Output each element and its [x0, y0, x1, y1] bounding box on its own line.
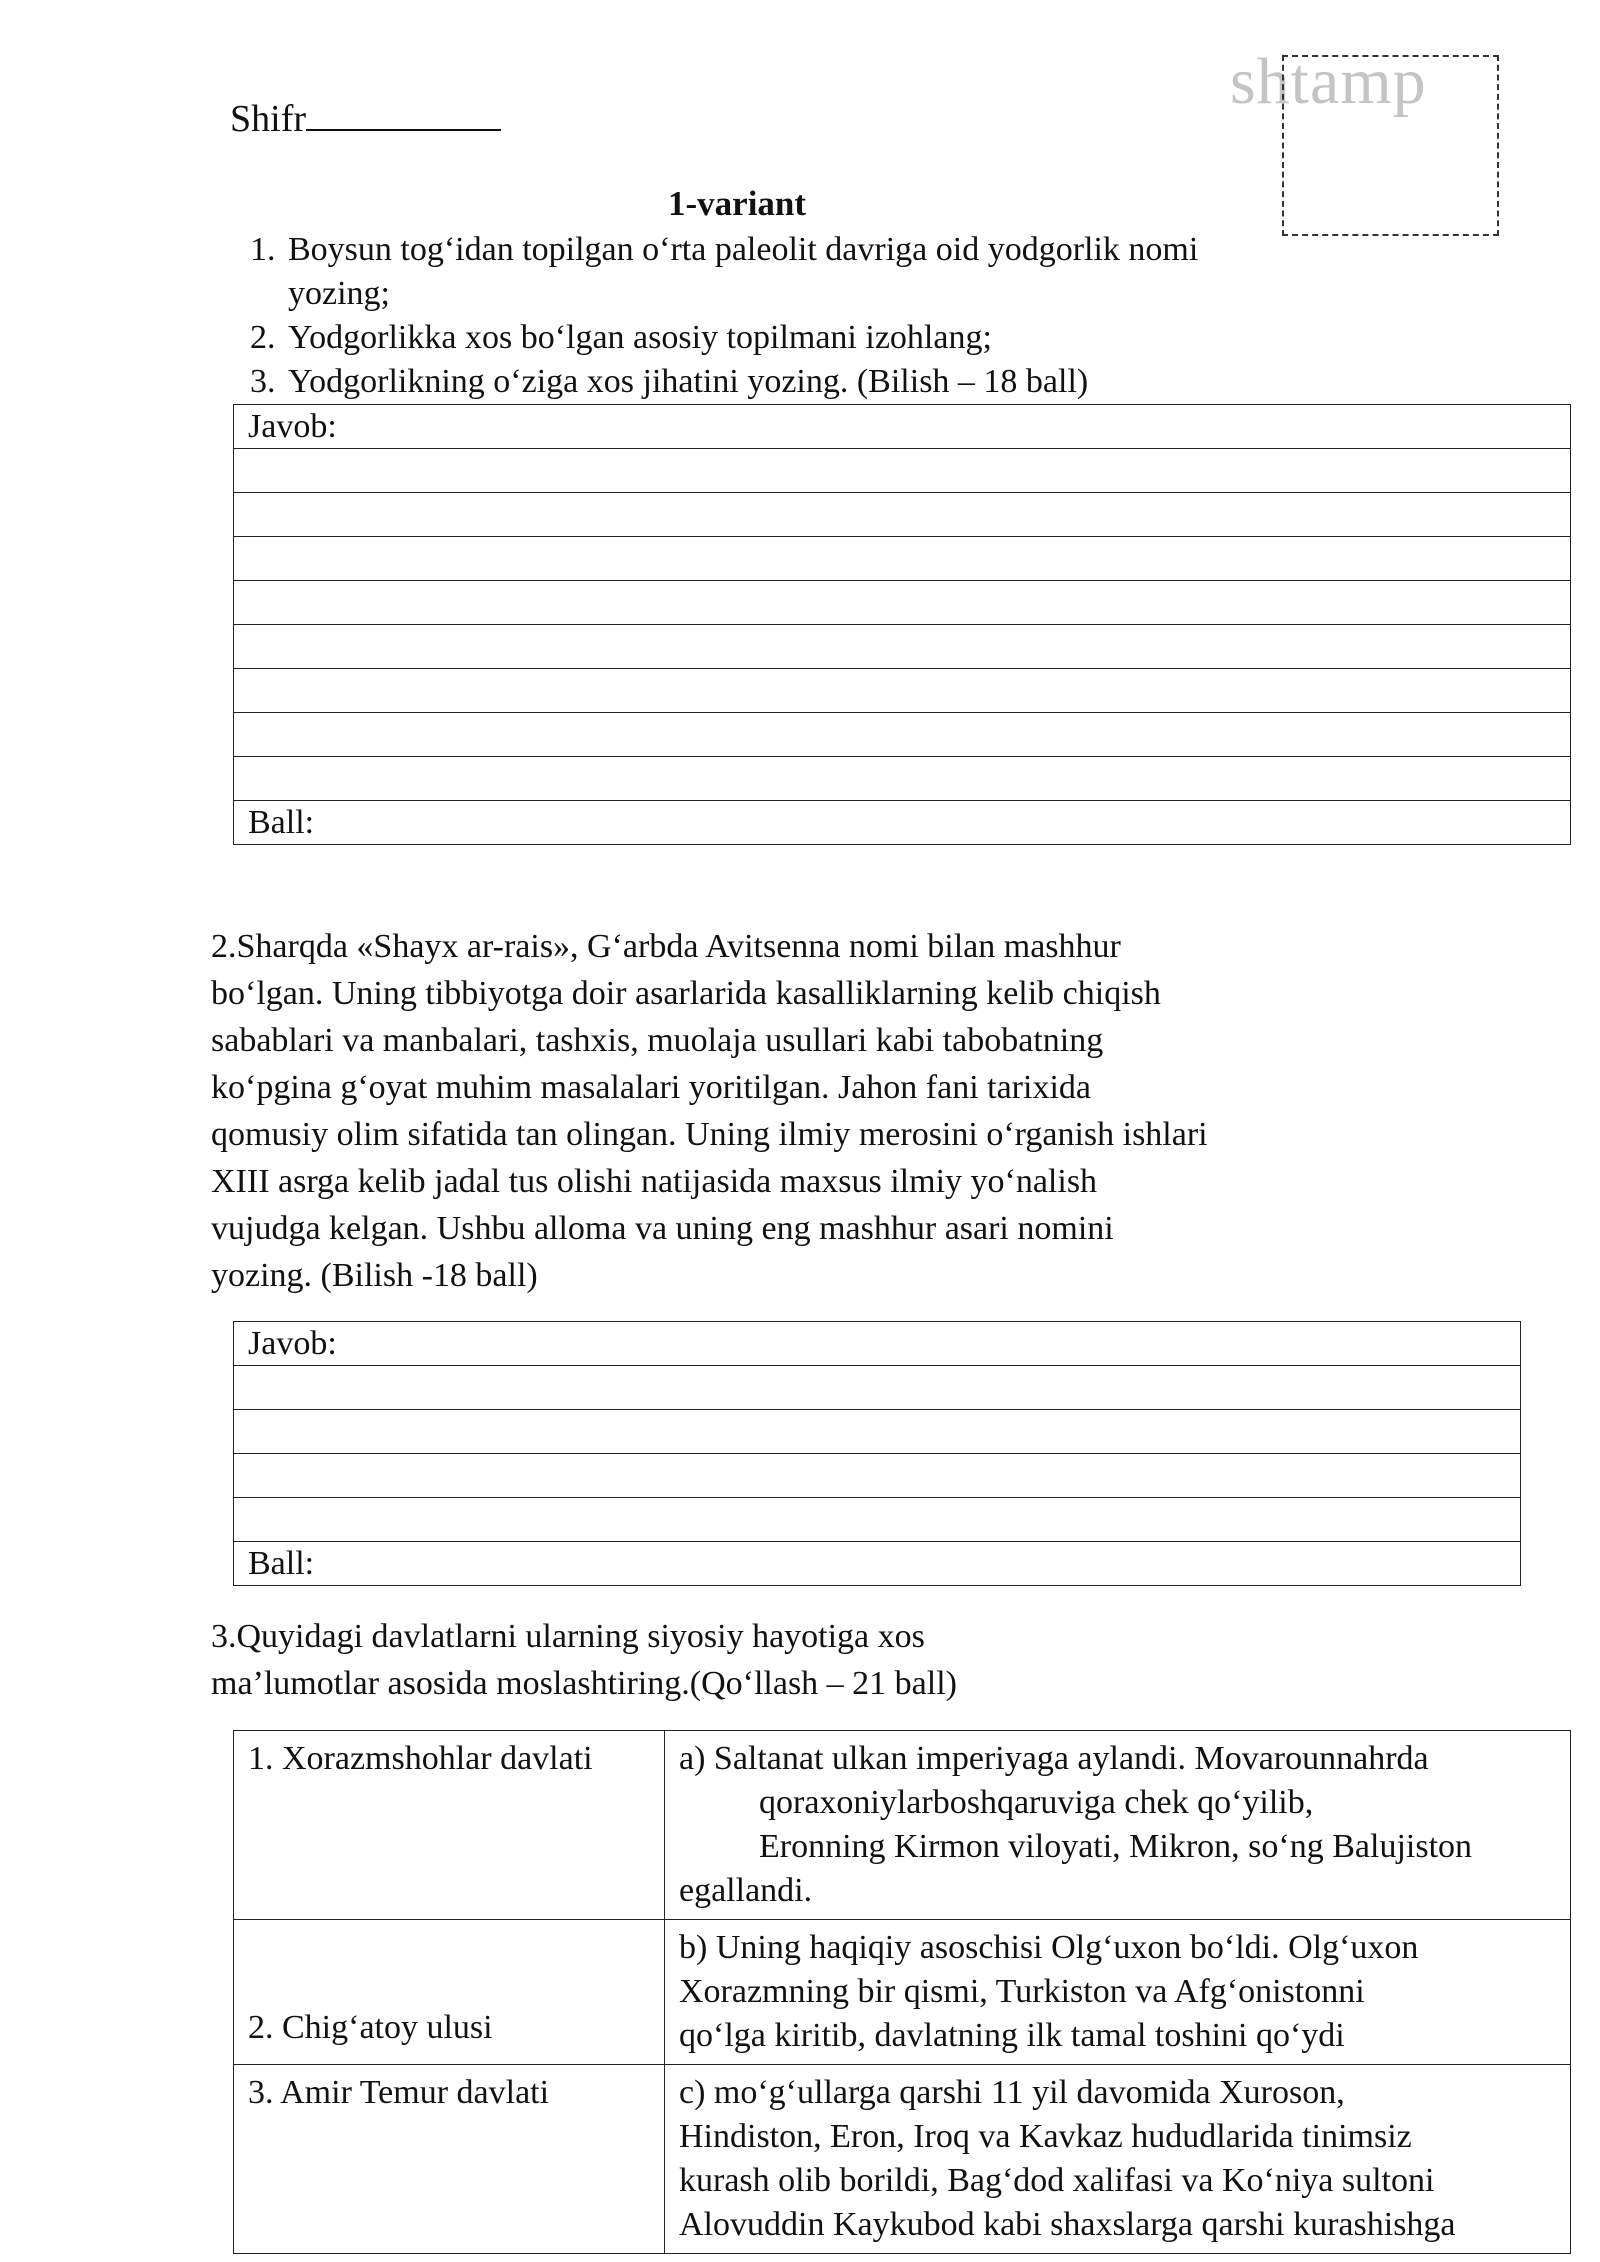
question3-line: ma’lumotlar asosida moslashtiring.(Qo‘llash – 21 ball): [211, 1665, 957, 1702]
question1-item: [250, 316, 1250, 360]
score-label: Ball:: [234, 1542, 1521, 1586]
description-line: egallandi.: [679, 1872, 813, 1909]
answer-line[interactable]: [234, 1410, 1521, 1454]
cipher-field: [230, 95, 501, 144]
state-description: [665, 1731, 1571, 1920]
answer-line[interactable]: [234, 537, 1571, 581]
question3-line: 3.Quyidagi davlatlarni ularning siyosiy hayotiga xos: [211, 1618, 925, 1655]
question3-text: [211, 1613, 1361, 1707]
question1-item-number: 1.: [250, 231, 276, 268]
cipher-label: Shifr: [230, 98, 306, 140]
answer-line[interactable]: [234, 449, 1571, 493]
description-line: Eronning Kirmon viloyati, Mikron, so‘ng Balujiston: [759, 1828, 1473, 1865]
cipher-blank-line[interactable]: [306, 95, 501, 131]
question2-line: qomusiy olim sifatida tan olingan. Uning ilmiy merosini o‘rganish ishlari: [211, 1116, 1208, 1153]
question1-item: [250, 360, 1250, 404]
question2-line: sabablari va manbalari, tashxis, muolaja usullari kabi tabobatning: [211, 1022, 1104, 1059]
question1-item: [250, 228, 1250, 316]
answer-label: Javob:: [234, 405, 1571, 449]
answer-line[interactable]: [234, 757, 1571, 801]
description-line: Xorazmning bir qismi, Turkiston va Afg‘onistonni: [679, 1973, 1365, 2010]
answer-line[interactable]: [234, 669, 1571, 713]
question2-line: ko‘pgina g‘oyat muhim masalalari yoritilgan. Jahon fani tarixida: [211, 1069, 1091, 1106]
description-line: Hindiston, Eron, Iroq va Kavkaz hududlarida tinimsiz: [679, 2118, 1412, 2155]
answer-line[interactable]: [234, 1454, 1521, 1498]
description-line: kurash olib borildi, Bag‘dod xalifasi va Ko‘niya sultoni: [679, 2162, 1435, 2199]
description-line: Alovuddin Kaykubod kabi shaxslarga qarshi kurashishga: [679, 2206, 1456, 2243]
question1-item-text: Yodgorlikka xos bo‘lgan asosiy topilmani izohlang;: [288, 319, 992, 356]
state-description: [665, 1920, 1571, 2065]
question2-line: bo‘lgan. Uning tibbiyotga doir asarlarida kasalliklarning kelib chiqish: [211, 975, 1161, 1012]
answer-line[interactable]: [234, 1498, 1521, 1542]
answer-line[interactable]: [234, 1366, 1521, 1410]
description-line: a) Saltanat ulkan imperiyaga aylandi. Movarounnahrda: [679, 1740, 1429, 1777]
answer-label: Javob:: [234, 1322, 1521, 1366]
answer-line[interactable]: [234, 493, 1571, 537]
variant-title: 1-variant: [668, 184, 807, 223]
matching-row: [234, 1920, 1571, 2065]
description-line: qo‘lga kiritib, davlatning ilk tamal toshini qo‘ydi: [679, 2017, 1345, 2054]
state-description: [665, 2065, 1571, 2254]
answer-line[interactable]: [234, 625, 1571, 669]
question1-item-number: 2.: [250, 319, 276, 356]
matching-row: [234, 2065, 1571, 2254]
question2-line: vujudga kelgan. Ushbu alloma va uning eng mashhur asari nomini: [211, 1210, 1114, 1247]
stamp-watermark: shtamp: [1230, 45, 1427, 118]
state-name: 3. Amir Temur davlati: [234, 2065, 665, 2254]
question2-line: 2.Sharqda «Shayx ar-rais», G‘arbda Avitsenna nomi bilan mashhur: [211, 928, 1121, 965]
question2-line: XIII asrga kelib jadal tus olishi natijasida maxsus ilmiy yo‘nalish: [211, 1163, 1098, 1200]
question1-item-text: Yodgorlikning o‘ziga xos jihatini yozing. (Bilish – 18 ball): [288, 363, 1089, 400]
question1-list: [250, 228, 1250, 404]
state-name: 1. Xorazmshohlar davlati: [234, 1731, 665, 1920]
matching-table: [233, 1730, 1571, 2254]
stamp-box: [1282, 55, 1499, 236]
answer-line[interactable]: [234, 581, 1571, 625]
question1-item-text: Boysun tog‘idan topilgan o‘rta paleolit davriga oid yodgorlik nomi yozing;: [288, 231, 1199, 312]
state-name: 2. Chig‘atoy ulusi: [234, 1920, 665, 2065]
description-line: qoraxoniylarboshqaruviga chek qo‘yilib,: [759, 1784, 1314, 1821]
question1-answer-table: [233, 404, 1571, 845]
description-line: b) Uning haqiqiy asoschisi Olg‘uxon bo‘ldi. Olg‘uxon: [679, 1929, 1419, 1966]
matching-row: [234, 1731, 1571, 1920]
answer-line[interactable]: [234, 713, 1571, 757]
question1-item-number: 3.: [250, 363, 276, 400]
description-line: c) mo‘g‘ullarga qarshi 11 yil davomida Xuroson,: [679, 2074, 1345, 2111]
question2-line: yozing. (Bilish -18 ball): [211, 1257, 538, 1294]
question2-answer-table: [233, 1321, 1521, 1586]
question2-text: [211, 923, 1361, 1299]
score-label: Ball:: [234, 801, 1571, 845]
